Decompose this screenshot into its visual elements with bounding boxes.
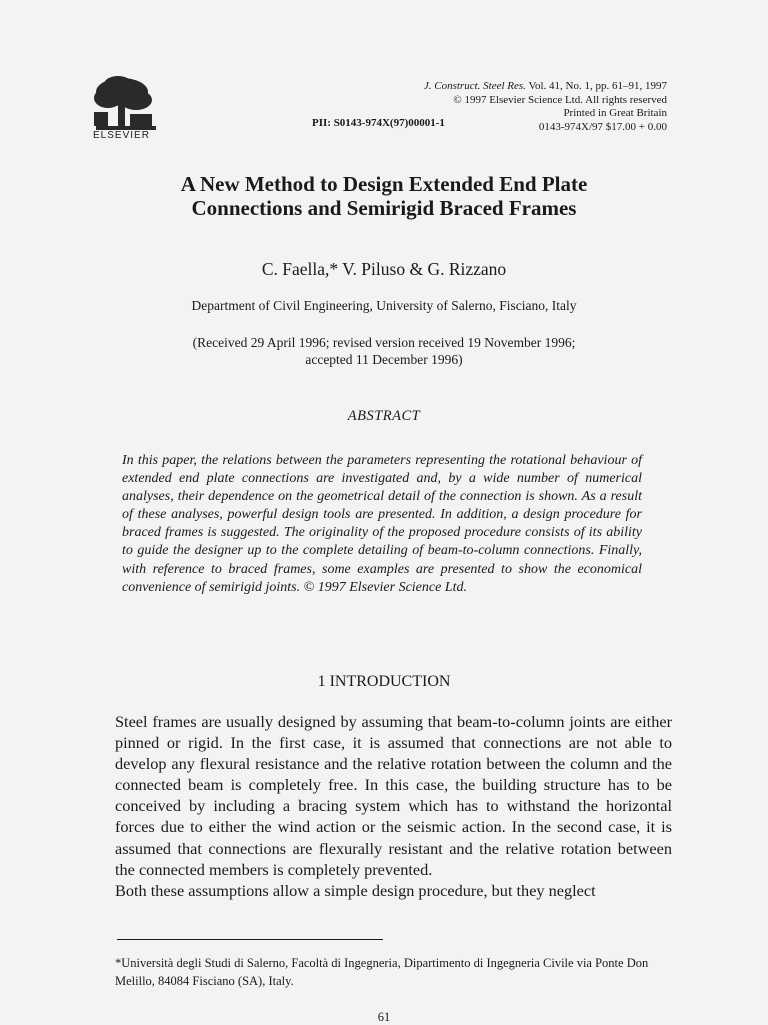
paper-title xyxy=(100,172,668,220)
received-dates xyxy=(100,334,668,368)
issn-line: 0143-974X/97 $17.00 + 0.00 xyxy=(538,120,667,133)
journal-volume: Vol. 41, No. 1, pp. 61–91, 1997 xyxy=(525,80,667,92)
page-number: 61 xyxy=(377,1010,391,1024)
affiliation: Department of Civil Engineering, University of Salerno, Fisciano, Italy xyxy=(191,298,577,313)
authors: C. Faella,* V. Piluso & G. Rizzano xyxy=(261,259,507,279)
pii-identifier: PII: S0143-974X(97)00001-1 xyxy=(312,117,445,129)
received-line-1: (Received 29 April 1996; revised version received 19 November 1996; xyxy=(192,335,576,350)
paragraph-2: Both these assumptions allow a simple design procedure, but they neglect xyxy=(115,880,596,900)
journal-name: J. Construct. Steel Res. xyxy=(423,80,526,92)
received-line-2: accepted 11 December 1996) xyxy=(305,352,463,367)
publisher-name: ELSEVIER xyxy=(93,130,150,141)
footnote: *Università degli Studi di Salerno, Facoltà di Ingegneria, Dipartimento di Ingegneria Civile via Ponte Don Melillo, 84084 Fisciano (SA), Italy. xyxy=(115,956,649,988)
title-line-2: Connections and Semirigid Braced Frames xyxy=(191,196,577,220)
abstract-text: In this paper, the relations between the parameters representing the rotational behaviour of extended end plate connections are investigated and, by a wide number of numerical analyses, their dependence on the geometrical detail of the connection is shown. As a result of these analyses, powerful design tools are presented. In addition, a design procedure for braced frames is suggested. The originality of the proposed procedure consists of its ability to guide the designer up to the complete detailing of beam-to-column connections. Finally, with reference to braced frames, some examples are presented to show the economical convenience of semirigid joints. © 1997 Elsevier Science Ltd. xyxy=(122,453,642,595)
body-text xyxy=(115,711,672,901)
journal-citation xyxy=(424,80,667,134)
footnote-rule xyxy=(117,939,383,940)
section-heading: 1 INTRODUCTION xyxy=(317,673,451,690)
title-line-1: A New Method to Design Extended End Plate xyxy=(180,172,588,196)
printed-line: Printed in Great Britain xyxy=(563,107,667,119)
copyright-line: © 1997 Elsevier Science Ltd. All rights reserved xyxy=(453,93,667,106)
abstract-heading: ABSTRACT xyxy=(347,408,421,424)
paragraph-1: Steel frames are usually designed by assuming that beam-to-column joints are either pinned or rigid. In the first case, it is assumed that connections are not able to develop any flexural resistance and the relative rotation between the column and the connected beam is completely free. In this case, the building structure has to be conceived by including a bracing system which has to withstand the horizontal forces due to either the wind action or the seismic action. In the second case, it is assumed that connections are flexurally resistant and the relative rotation between the connected members is completely prevented. xyxy=(115,712,672,879)
